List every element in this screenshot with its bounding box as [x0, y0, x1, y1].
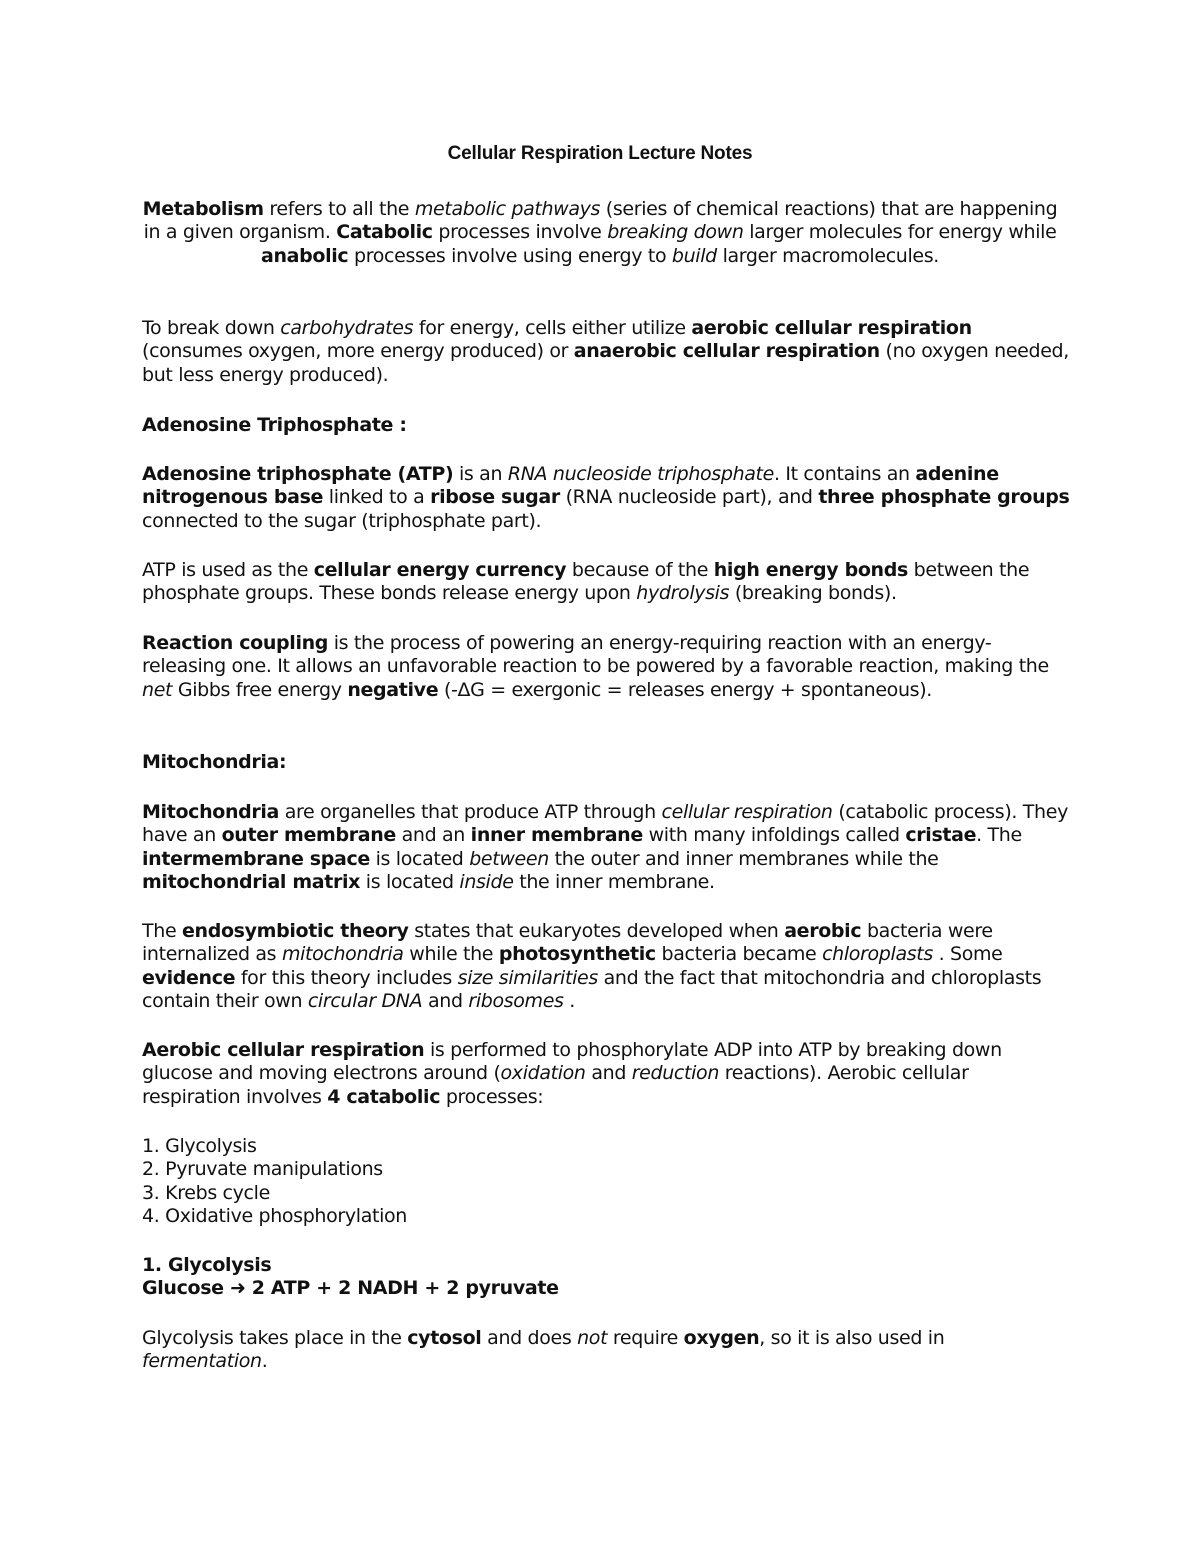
- term-metabolism: Metabolism: [142, 198, 264, 220]
- paragraph-reaction-coupling: Reaction coupling is the process of powering an energy-requiring reaction with an energy-releasing one. It allows an unfavorable reaction to be powered by a favorable reaction, making the net Gibbs free energy negative (-ΔG = exergonic = releases energy + spontaneous).: [142, 632, 1049, 701]
- heading-glycolysis: 1. Glycolysis: [142, 1254, 272, 1276]
- term-anabolic: anabolic: [261, 244, 349, 267]
- paragraph-metabolism: Metabolism refers to all the metabolic pathways (series of chemical reactions) that are happening in a given organism. Catabolic processes involve breaking down larger molecules for energy while anabolic processes involve using energy to build larger macromolecules.: [142, 198, 1058, 267]
- paragraph-glycolysis: Glycolysis takes place in the cytosol and does not require oxygen, so it is also used in fermentation.: [142, 1327, 945, 1373]
- glycolysis-section-header: [142, 1254, 1072, 1301]
- process-list: [142, 1135, 1072, 1228]
- list-item: 2. Pyruvate manipulations: [142, 1158, 383, 1181]
- term-mitochondria: Mitochondria: [142, 801, 280, 823]
- document-title: Cellular Respiration Lecture Notes: [447, 143, 753, 164]
- list-item: 1. Glycolysis: [142, 1135, 257, 1157]
- paragraph-aerobic-respiration: Aerobic cellular respiration is performed to phosphorylate ADP into ATP by breaking down glucose and moving electrons around (oxidation and reduction reactions). Aerobic cellular respiration involves 4 catabolic processes:: [142, 1039, 1002, 1108]
- term-catabolic: Catabolic: [336, 221, 433, 244]
- term-anaerobic-respiration: anaerobic cellular respiration: [573, 340, 880, 363]
- list-item: 3. Krebs cycle: [142, 1181, 270, 1204]
- paragraph-carbohydrates: To break down carbohydrates for energy, cells either utilize aerobic cellular respiration (consumes oxygen, more energy produced) or anaerobic cellular respiration (no oxygen needed, but less energy produced).: [142, 317, 1069, 386]
- term-atp: Adenosine triphosphate (ATP): [142, 463, 454, 485]
- term-aerobic-respiration: aerobic cellular respiration: [691, 317, 972, 339]
- paragraph-mitochondria: Mitochondria are organelles that produce ATP through cellular respiration (catabolic process). They have an outer membrane and an inner membrane with many infoldings called cristae. The intermembrane space is located between the outer and inner membranes while the mitochondrial matrix is located inside the inner membrane.: [142, 801, 1068, 893]
- heading-mitochondria: Mitochondria:: [142, 751, 287, 773]
- heading-adenosine-triphosphate: Adenosine Triphosphate :: [142, 414, 407, 436]
- term-aerobic-cellular-respiration: Aerobic cellular respiration: [142, 1039, 425, 1061]
- paragraph-endosymbiotic-theory: The endosymbiotic theory states that eukaryotes developed when aerobic bacteria were internalized as mitochondria while the photosynthetic bacteria became chloroplasts . Some evidence for this theory includes size similarities and the fact that mitochondria and chloroplasts contain their own circular DNA and ribosomes .: [142, 920, 1042, 1012]
- term-reaction-coupling: Reaction coupling: [142, 632, 329, 654]
- list-item: 4. Oxidative phosphorylation: [142, 1204, 407, 1227]
- glycolysis-equation: Glucose ➜ 2 ATP + 2 NADH + 2 pyruvate: [142, 1277, 559, 1300]
- paragraph-atp-currency: ATP is used as the cellular energy currency because of the high energy bonds between the phosphate groups. These bonds release energy upon hydrolysis (breaking bonds).: [142, 559, 1030, 605]
- paragraph-atp-definition: Adenosine triphosphate (ATP) is an RNA nucleoside triphosphate. It contains an adenine nitrogenous base linked to a ribose sugar (RNA nucleoside part), and three phosphate groups connected to the sugar (triphosphate part).: [142, 463, 1070, 532]
- term-endosymbiotic-theory: endosymbiotic theory: [181, 920, 409, 942]
